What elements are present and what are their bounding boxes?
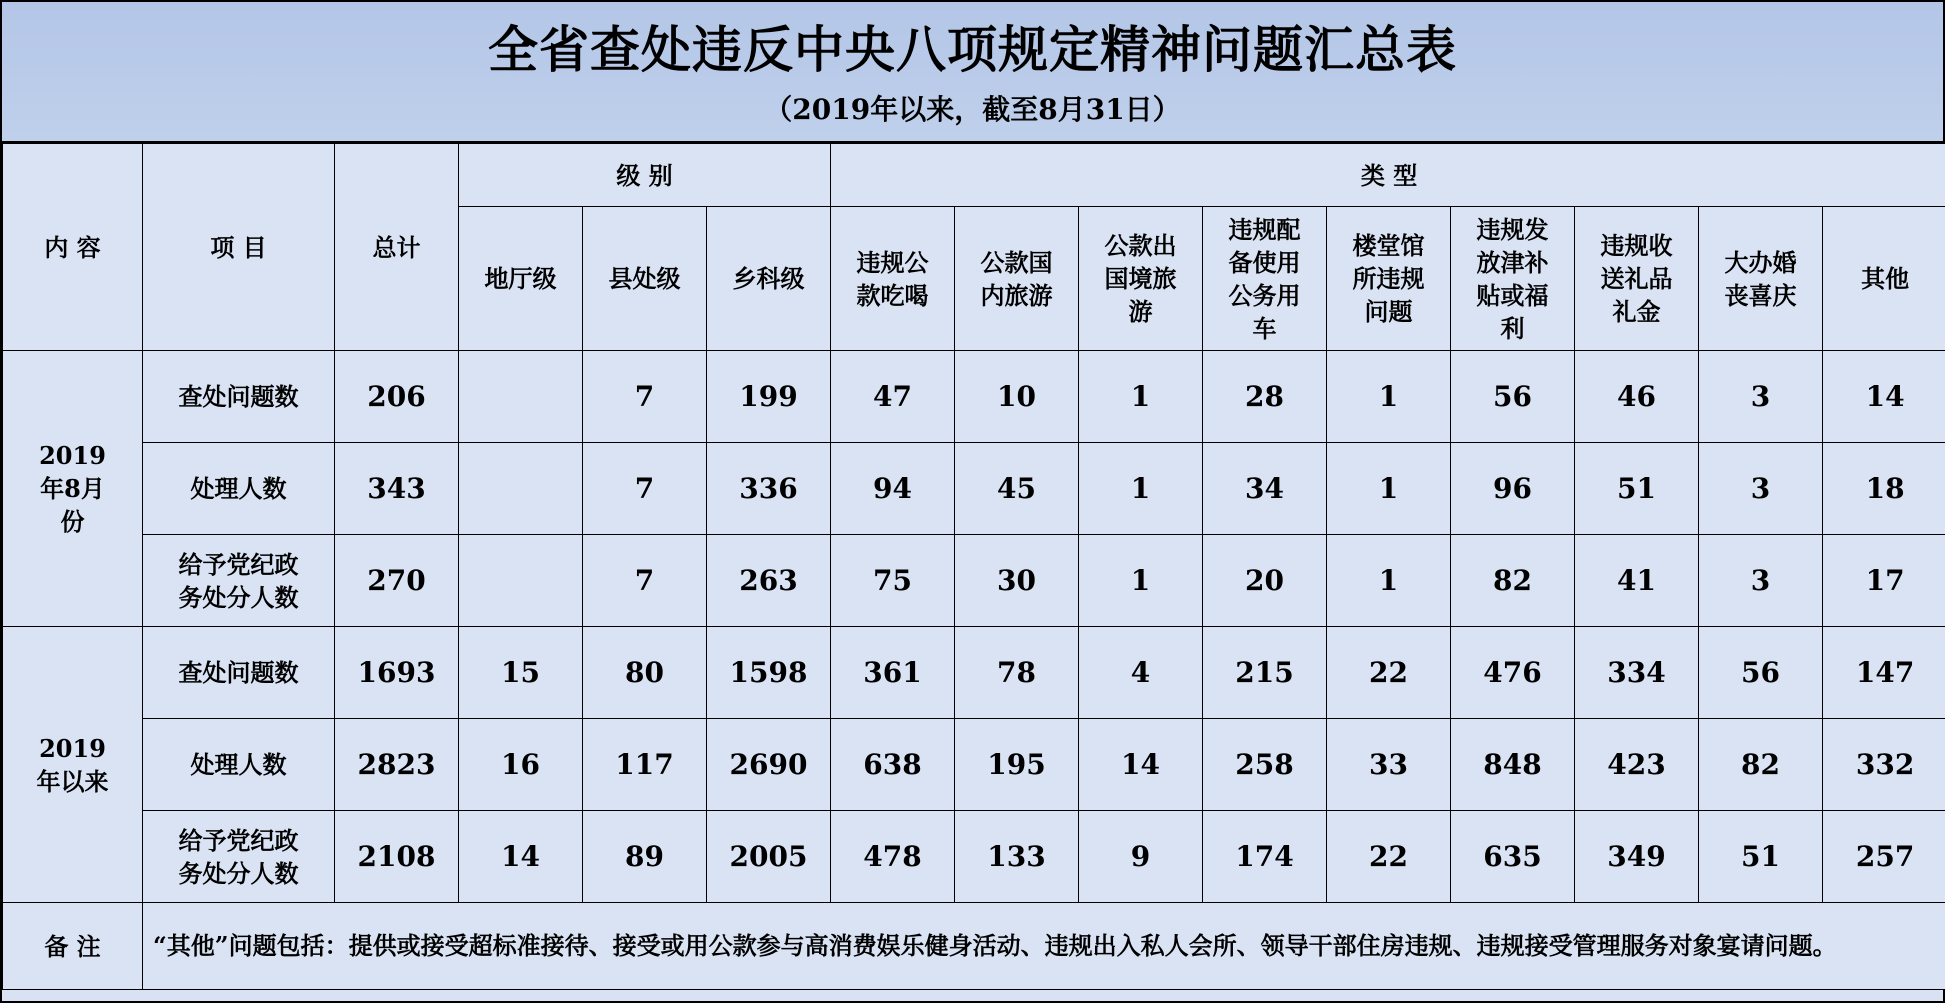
cell-total: 343 xyxy=(335,443,459,535)
cell-type-7: 3 xyxy=(1699,535,1823,627)
cell-type-2: 9 xyxy=(1079,811,1203,903)
header-type-label: 公款出国境旅游 xyxy=(1104,231,1177,326)
cell-type-1: 45 xyxy=(955,443,1079,535)
header-type-0 xyxy=(831,207,955,351)
row-item xyxy=(143,719,335,811)
cell-level-0: 15 xyxy=(459,627,583,719)
cell-type-6: 46 xyxy=(1575,351,1699,443)
table-row xyxy=(3,719,1945,811)
sheet-header xyxy=(2,2,1943,143)
cell-type-3: 258 xyxy=(1203,719,1327,811)
cell-type-3: 174 xyxy=(1203,811,1327,903)
cell-type-6: 423 xyxy=(1575,719,1699,811)
header-type-label: 违规公款吃喝 xyxy=(856,247,929,310)
group-label-text: 2019年以来 xyxy=(36,733,109,796)
cell-type-5: 635 xyxy=(1451,811,1575,903)
cell-type-2: 1 xyxy=(1079,443,1203,535)
cell-type-6: 51 xyxy=(1575,443,1699,535)
cell-type-4: 1 xyxy=(1327,351,1451,443)
cell-type-2: 4 xyxy=(1079,627,1203,719)
header-level-0: 地厅级 xyxy=(459,207,583,351)
cell-level-1: 117 xyxy=(583,719,707,811)
header-item: 项 目 xyxy=(143,144,335,351)
row-item-text: 处理人数 xyxy=(190,750,287,779)
header-type-2 xyxy=(1079,207,1203,351)
cell-type-1: 133 xyxy=(955,811,1079,903)
header-type-6 xyxy=(1575,207,1699,351)
table-row xyxy=(3,351,1945,443)
header-type-label: 大办婚丧喜庆 xyxy=(1724,247,1797,310)
row-item-text: 查处问题数 xyxy=(178,382,299,411)
cell-type-6: 349 xyxy=(1575,811,1699,903)
cell-type-8: 257 xyxy=(1823,811,1945,903)
header-type-label: 公款国内旅游 xyxy=(980,247,1053,310)
cell-level-0 xyxy=(459,351,583,443)
cell-type-7: 56 xyxy=(1699,627,1823,719)
cell-type-3: 28 xyxy=(1203,351,1327,443)
cell-type-0: 478 xyxy=(831,811,955,903)
cell-type-8: 17 xyxy=(1823,535,1945,627)
cell-type-6: 41 xyxy=(1575,535,1699,627)
header-level-2: 乡科级 xyxy=(707,207,831,351)
row-item xyxy=(143,627,335,719)
cell-level-2: 199 xyxy=(707,351,831,443)
cell-total: 206 xyxy=(335,351,459,443)
cell-type-4: 1 xyxy=(1327,443,1451,535)
header-type-3 xyxy=(1203,207,1327,351)
cell-type-4: 22 xyxy=(1327,627,1451,719)
cell-type-7: 82 xyxy=(1699,719,1823,811)
cell-level-0: 16 xyxy=(459,719,583,811)
note-label: 备 注 xyxy=(3,903,143,990)
cell-level-2: 2005 xyxy=(707,811,831,903)
header-row-1 xyxy=(3,144,1945,207)
cell-level-0 xyxy=(459,443,583,535)
row-item xyxy=(143,811,335,903)
cell-level-1: 7 xyxy=(583,535,707,627)
cell-type-0: 638 xyxy=(831,719,955,811)
header-type-label: 违规配备使用公务用车 xyxy=(1228,214,1301,343)
cell-type-1: 10 xyxy=(955,351,1079,443)
cell-type-3: 215 xyxy=(1203,627,1327,719)
cell-type-1: 30 xyxy=(955,535,1079,627)
header-level-group: 级 别 xyxy=(459,144,831,207)
page-subtitle: （2019年以来，截至8月31日） xyxy=(764,93,1181,126)
table-row xyxy=(3,443,1945,535)
cell-type-0: 94 xyxy=(831,443,955,535)
cell-type-2: 14 xyxy=(1079,719,1203,811)
row-item-text: 查处问题数 xyxy=(178,658,299,687)
table-row xyxy=(3,535,1945,627)
cell-level-1: 89 xyxy=(583,811,707,903)
cell-level-0: 14 xyxy=(459,811,583,903)
cell-level-2: 1598 xyxy=(707,627,831,719)
cell-type-5: 476 xyxy=(1451,627,1575,719)
header-type-label: 违规收送礼品礼金 xyxy=(1600,231,1673,326)
cell-type-3: 20 xyxy=(1203,535,1327,627)
cell-type-5: 848 xyxy=(1451,719,1575,811)
header-type-5 xyxy=(1451,207,1575,351)
table-row xyxy=(3,627,1945,719)
table-body xyxy=(3,144,1945,990)
cell-type-4: 22 xyxy=(1327,811,1451,903)
note-text: “其他”问题包括：提供或接受超标准接待、接受或用公款参与高消费娱乐健身活动、违规出入私人会所、领导干部住房违规、违规接受管理服务对象宴请问题。 xyxy=(143,903,1945,990)
cell-type-5: 56 xyxy=(1451,351,1575,443)
cell-total: 2823 xyxy=(335,719,459,811)
row-item-text: 给予党纪政务处分人数 xyxy=(178,825,299,888)
cell-type-8: 147 xyxy=(1823,627,1945,719)
cell-type-2: 1 xyxy=(1079,351,1203,443)
cell-level-2: 2690 xyxy=(707,719,831,811)
cell-total: 1693 xyxy=(335,627,459,719)
cell-total: 270 xyxy=(335,535,459,627)
header-type-label: 其他 xyxy=(1861,264,1910,293)
cell-type-5: 82 xyxy=(1451,535,1575,627)
header-type-7 xyxy=(1699,207,1823,351)
cell-level-1: 80 xyxy=(583,627,707,719)
cell-level-2: 263 xyxy=(707,535,831,627)
cell-level-0 xyxy=(459,535,583,627)
header-content: 内 容 xyxy=(3,144,143,351)
summary-table xyxy=(2,143,1945,990)
header-type-4 xyxy=(1327,207,1451,351)
cell-type-8: 18 xyxy=(1823,443,1945,535)
cell-type-4: 33 xyxy=(1327,719,1451,811)
cell-type-5: 96 xyxy=(1451,443,1575,535)
header-type-group: 类 型 xyxy=(831,144,1945,207)
group-label xyxy=(3,351,143,627)
cell-type-2: 1 xyxy=(1079,535,1203,627)
cell-type-7: 3 xyxy=(1699,351,1823,443)
header-level-1: 县处级 xyxy=(583,207,707,351)
cell-type-8: 332 xyxy=(1823,719,1945,811)
row-item xyxy=(143,443,335,535)
header-type-1 xyxy=(955,207,1079,351)
cell-type-4: 1 xyxy=(1327,535,1451,627)
cell-type-0: 361 xyxy=(831,627,955,719)
table-row xyxy=(3,811,1945,903)
cell-type-7: 3 xyxy=(1699,443,1823,535)
header-type-8 xyxy=(1823,207,1945,351)
header-type-label: 违规发放津补贴或福利 xyxy=(1476,214,1549,343)
header-type-label: 楼堂馆所违规问题 xyxy=(1352,231,1425,326)
cell-type-0: 75 xyxy=(831,535,955,627)
page-title: 全省查处违反中央八项规定精神问题汇总表 xyxy=(488,20,1457,79)
cell-type-8: 14 xyxy=(1823,351,1945,443)
row-item-text: 给予党纪政务处分人数 xyxy=(178,549,299,612)
cell-type-3: 34 xyxy=(1203,443,1327,535)
group-label-text: 2019年8月份 xyxy=(39,441,106,536)
cell-type-7: 51 xyxy=(1699,811,1823,903)
cell-total: 2108 xyxy=(335,811,459,903)
cell-level-1: 7 xyxy=(583,351,707,443)
row-item xyxy=(143,351,335,443)
cell-type-0: 47 xyxy=(831,351,955,443)
header-total: 总计 xyxy=(335,144,459,351)
row-item xyxy=(143,535,335,627)
cell-level-1: 7 xyxy=(583,443,707,535)
row-item-text: 处理人数 xyxy=(190,474,287,503)
note-row xyxy=(3,903,1945,990)
group-label xyxy=(3,627,143,903)
cell-type-6: 334 xyxy=(1575,627,1699,719)
cell-type-1: 195 xyxy=(955,719,1079,811)
cell-type-1: 78 xyxy=(955,627,1079,719)
cell-level-2: 336 xyxy=(707,443,831,535)
